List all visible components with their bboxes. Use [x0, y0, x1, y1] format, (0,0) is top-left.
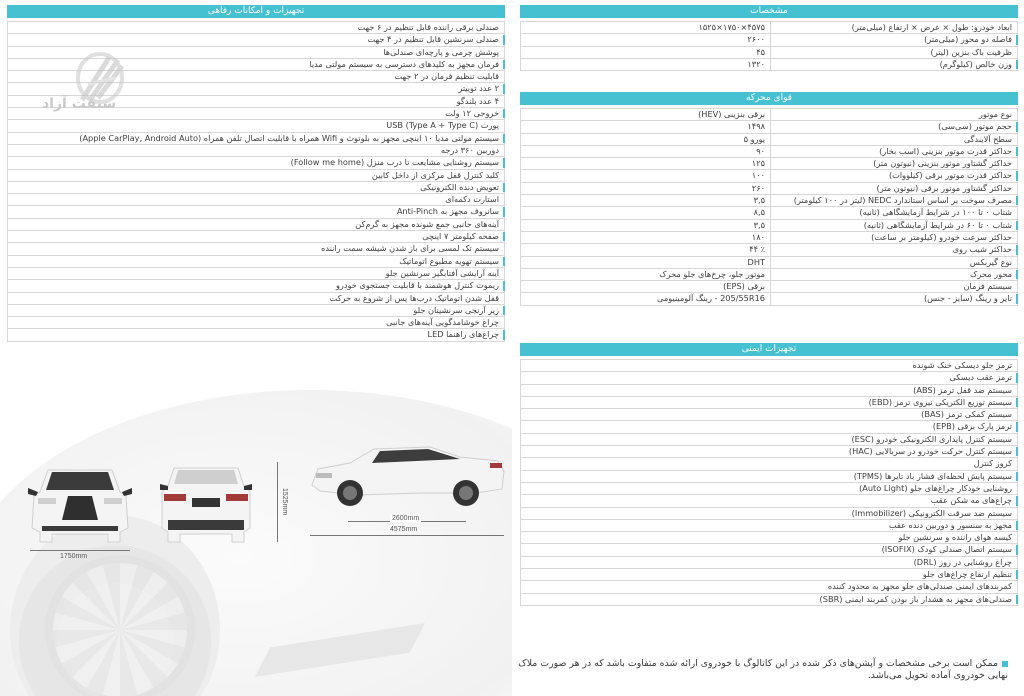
spec-value: ۴۵	[756, 46, 765, 57]
table-row	[521, 520, 1017, 532]
wheelbase-dimension-label: 2600mm	[392, 515, 420, 522]
spec-label: محور محرک	[770, 269, 1017, 280]
table-row	[8, 170, 504, 182]
feature-item: صفحه کیلومتر ۷ اینچی	[422, 231, 499, 242]
spec-value: ۲۶۰	[751, 182, 765, 193]
feature-item: صندلی سرنشین قابل تنظیم در ۴ جهت	[367, 34, 499, 45]
spec-label: شتاب ۰ تا ۶۰ در شرایط آزمایشگاهی (ثانیه)	[770, 220, 1017, 231]
table-row	[8, 133, 504, 145]
table-row	[521, 458, 1017, 470]
spec-label: فاصله دو محور (میلی‌متر)	[770, 34, 1017, 45]
feature-item: قفل شدن اتوماتیک درب‌ها پس از شروع به حرکت	[329, 292, 499, 303]
length-dimension-label: 4575mm	[390, 526, 418, 533]
feature-item: دوربین ۳۶۰ درجه	[441, 144, 499, 155]
feature-item: سیستم کنترل حرکت خودرو در سربالایی (HAC)	[848, 446, 1012, 457]
feature-item: ۲ عدد توییتر	[458, 83, 499, 94]
table-row	[521, 146, 1017, 158]
spec-value: ۱۳۲۰	[747, 58, 765, 69]
safety-panel	[520, 343, 1018, 606]
feature-item: سیستم کنترل پایداری الکترونیکی خودرو (ESC)	[851, 433, 1012, 444]
feature-item: پورت USB (Type A + Type C)	[386, 120, 499, 131]
feature-item: خروجی ۱۲ ولت	[445, 108, 499, 119]
powertrain-table	[520, 108, 1018, 306]
feature-item: صندلی‌های مجهز به هشدار باز بودن کمربند ایمنی (SBR)	[819, 593, 1012, 604]
feature-item: آینه آرایشی آفتابگیر سرنشین جلو	[385, 267, 499, 278]
car-side-view-icon	[310, 445, 506, 515]
feature-item: زیر آرنجی سرنشینان جلو	[413, 304, 499, 315]
table-row	[521, 293, 1017, 304]
table-row	[521, 195, 1017, 207]
spec-label: مصرف سوخت بر اساس استاندارد NEDC (لیتر در ۱۰۰ کیلومتر)	[770, 195, 1017, 206]
table-row	[521, 409, 1017, 421]
car-front-view-icon	[28, 462, 132, 544]
feature-item: آینه‌های جانبی جمع شونده مجهز به گرم‌کن	[355, 218, 499, 229]
feature-item: چراغ‌های مه شکن عقب	[930, 495, 1012, 506]
table-row	[8, 231, 504, 243]
car-rear-view-icon	[160, 462, 252, 544]
spec-value: یورو ۵	[743, 133, 765, 144]
feature-item: سیستم روشنایی مشایعت تا درب منزل (Follow me home)	[290, 157, 499, 168]
feature-item: کمربندهای ایمنی صندلی‌های جلو مجهز به محدود کننده	[827, 581, 1012, 592]
feature-item: روشنایی خودکار چراغ‌های جلو (Auto Light)	[859, 482, 1012, 493]
table-row	[521, 158, 1017, 170]
table-row	[8, 182, 504, 194]
table-row	[521, 232, 1017, 244]
spec-value: ۹۰	[756, 145, 765, 156]
feature-item: سیستم توزیع الکتریکی نیروی ترمز (EBD)	[868, 396, 1012, 407]
specs-header: مشخصات	[520, 5, 1018, 18]
table-row	[8, 317, 504, 329]
table-row	[8, 268, 504, 280]
feature-item: استارت دکمه‌ای	[445, 194, 499, 205]
table-row	[521, 183, 1017, 195]
feature-item: صندلی برقی راننده قابل تنظیم در ۶ جهت	[357, 22, 499, 32]
disclaimer-text: ممکن است برخی مشخصات و آپشن‌های ذکر شده در این کاتالوگ با خودروی ارائه شده متفاوت باشد که در هر صورت ملاک نهایی خودروی آماده تحویل می‌باشد.	[518, 658, 1008, 681]
table-row	[521, 569, 1017, 581]
table-row	[8, 243, 504, 255]
table-row	[8, 219, 504, 231]
height-dimension-label: 1525mm	[281, 488, 288, 516]
table-row	[521, 207, 1017, 219]
table-row	[8, 329, 504, 340]
spec-value: ۳,۵	[753, 219, 765, 230]
feature-item: ترمز عقب دیسکی	[949, 372, 1012, 383]
width-dimension-line	[30, 550, 130, 551]
spec-label: حداکثر سرعت خودرو (کیلومتر بر ساعت)	[770, 232, 1017, 243]
table-row	[521, 446, 1017, 458]
spec-value: موتور جلو، چرخ‌های جلو محرک	[659, 268, 765, 279]
feature-item: فرمان مجهز به کلیدهای دسترسی به سیستم مولتی مدیا	[309, 58, 499, 69]
feature-item: ریموت کنترل هوشمند با قابلیت جستجوی خودرو	[335, 280, 499, 291]
safety-table	[520, 359, 1018, 606]
table-row	[521, 483, 1017, 495]
table-row	[521, 22, 1017, 34]
spec-value: ۴۵۷۵×۱۷۵۰×۱۵۲۵	[698, 22, 765, 32]
table-row	[521, 434, 1017, 446]
feature-item: کیسه هوای راننده و سرنشین جلو	[898, 532, 1012, 543]
table-row	[521, 471, 1017, 483]
spec-label: تایر و رینگ (سایز - جنس)	[770, 293, 1017, 304]
table-row	[8, 194, 504, 206]
feature-item: سیستم مولتی مدیا ۱۰ اینچی مجهز به بلوتوث و Wifi همراه با قابلیت اتصال تلفن همراه (Apple CarPlay, Android Auto)	[79, 132, 499, 143]
feature-item: ۴ عدد بلندگو	[456, 95, 499, 106]
feature-item: سیستم تک لمسی برای باز شدن شیشه سمت راننده	[321, 243, 499, 254]
table-row	[8, 157, 504, 169]
spec-label: ابعاد خودرو: طول × عرض × ارتفاع (میلی‌متر)	[770, 22, 1017, 33]
feature-item: سیستم ضد قفل ترمز (ABS)	[913, 384, 1012, 395]
feature-item: تنظیم ارتفاع چراغ‌های جلو	[922, 569, 1012, 580]
spec-value: برقی بنزینی (HEV)	[698, 109, 765, 119]
comfort-features-header: تجهیزات و امکانات رفاهی	[7, 5, 505, 18]
table-row	[521, 594, 1017, 605]
table-row	[8, 206, 504, 218]
table-row	[521, 532, 1017, 544]
feature-item: ترمز پارک برقی (EPB)	[932, 421, 1012, 432]
table-row	[8, 256, 504, 268]
spec-label: وزن خالص (کیلوگرم)	[770, 59, 1017, 70]
table-row	[521, 109, 1017, 121]
table-row	[521, 397, 1017, 409]
table-row	[8, 120, 504, 132]
table-row	[521, 508, 1017, 520]
spec-label: حداکثر گشتاور موتور بنزینی (نیوتون متر)	[770, 158, 1017, 169]
table-row	[521, 269, 1017, 281]
table-row	[521, 134, 1017, 146]
feature-item: چراغ خوشامدگویی آینه‌های جانبی	[386, 317, 499, 328]
spec-value: DHT	[747, 256, 765, 267]
powertrain-panel	[520, 92, 1018, 306]
table-row	[521, 495, 1017, 507]
spec-value: ۱۴۹۸	[747, 121, 765, 132]
feature-item: سیستم تهویه مطبوع اتوماتیک	[399, 255, 499, 266]
height-dimension-line	[277, 462, 278, 542]
spec-value: برقی (EPS)	[723, 281, 765, 292]
feature-item: سانروف مجهز به Anti-Pinch	[396, 206, 499, 217]
powertrain-header: قوای محرکه	[520, 92, 1018, 105]
table-row	[521, 34, 1017, 46]
table-row	[521, 372, 1017, 384]
spec-label: حداکثر گشتاور موتور برقی (نیوتون متر)	[770, 183, 1017, 194]
table-row	[8, 293, 504, 305]
table-row	[8, 145, 504, 157]
spec-value: ٪ ۴۴	[749, 244, 765, 255]
feature-item: ترمز جلو دیسکی خنک شونده	[912, 360, 1012, 370]
feature-item: تعویض دنده الکترونیکی	[420, 181, 499, 192]
car-dimension-diagram	[0, 400, 512, 600]
disclaimer-note	[518, 658, 1008, 682]
spec-value: ۱۰۰	[751, 170, 765, 181]
length-dimension-line	[310, 535, 504, 536]
watermark-logo-text: سبقت آزاد	[42, 96, 117, 112]
feature-item: سیستم پایش لحظه‌ای فشار باد تایرها (TPMS)	[853, 470, 1012, 481]
spec-label: سطح آلایندگی	[770, 134, 1017, 145]
feature-item: سیستم اتصال صندلی کودک (ISOFIX)	[881, 544, 1012, 555]
spec-label: حداکثر قدرت موتور برقی (کیلووات)	[770, 170, 1017, 181]
feature-item: چراغ‌های راهنما LED	[427, 329, 499, 340]
feature-item: کلید کنترل قفل مرکزی از داخل کابین	[371, 169, 499, 180]
table-row	[8, 280, 504, 292]
spec-value: 205/55R16 - رینگ آلومینیومی	[657, 293, 765, 304]
feature-item: چراغ روشنایی در روز (DRL)	[913, 556, 1012, 567]
spec-value: ۲۶۰۰	[747, 34, 765, 45]
spec-value: ۱۸۰	[751, 231, 765, 242]
table-row	[521, 257, 1017, 269]
table-row	[521, 59, 1017, 70]
width-dimension-label: 1750mm	[60, 553, 88, 560]
table-row	[521, 47, 1017, 59]
table-row	[521, 121, 1017, 133]
spec-value: ۸,۵	[753, 207, 765, 218]
specs-panel	[520, 5, 1018, 71]
spec-label: حداکثر شیب روی	[770, 244, 1017, 255]
feature-item: مجهز به سنسور و دوربین دنده عقب	[888, 519, 1012, 530]
table-row	[521, 360, 1017, 372]
spec-label: ظرفیت باک بنزین (لیتر)	[770, 47, 1017, 58]
table-row	[521, 385, 1017, 397]
feature-item: پوشش چرمی و پارچه‌ای صندلی‌ها	[383, 46, 499, 57]
feature-item: سیستم کمکی ترمز (BAS)	[921, 409, 1012, 420]
table-row	[521, 544, 1017, 556]
table-row	[8, 34, 504, 46]
bullet-square-icon	[1002, 661, 1008, 667]
spec-label: نوع موتور	[770, 109, 1017, 120]
spec-label: نوع گیربکس	[770, 257, 1017, 268]
spec-label: حجم موتور (سی‌سی)	[770, 121, 1017, 132]
table-row	[8, 22, 504, 34]
spec-value: ۳,۵	[753, 195, 765, 206]
table-row	[521, 281, 1017, 293]
spec-value: ۱۲۵	[751, 158, 765, 169]
table-row	[521, 557, 1017, 569]
feature-item: سیستم ضد سرقت الکترونیکی (Immobilizer)	[851, 507, 1012, 518]
spec-label: حداکثر قدرت موتور بنزینی (اسب بخار)	[770, 146, 1017, 157]
table-row	[521, 170, 1017, 182]
table-row	[521, 581, 1017, 593]
table-row	[521, 421, 1017, 433]
feature-item: کروز کنترل	[973, 458, 1012, 469]
table-row	[521, 220, 1017, 232]
spec-label: سیستم فرمان	[770, 281, 1017, 292]
table-row	[521, 244, 1017, 256]
safety-header: تجهیزات ایمنی	[520, 343, 1018, 356]
feature-item: قابلیت تنظیم فرمان در ۲ جهت	[394, 71, 499, 82]
specs-table	[520, 21, 1018, 71]
spec-label: شتاب ۰ تا ۱۰۰ در شرایط آزمایشگاهی (ثانیه)	[770, 207, 1017, 218]
table-row	[8, 305, 504, 317]
